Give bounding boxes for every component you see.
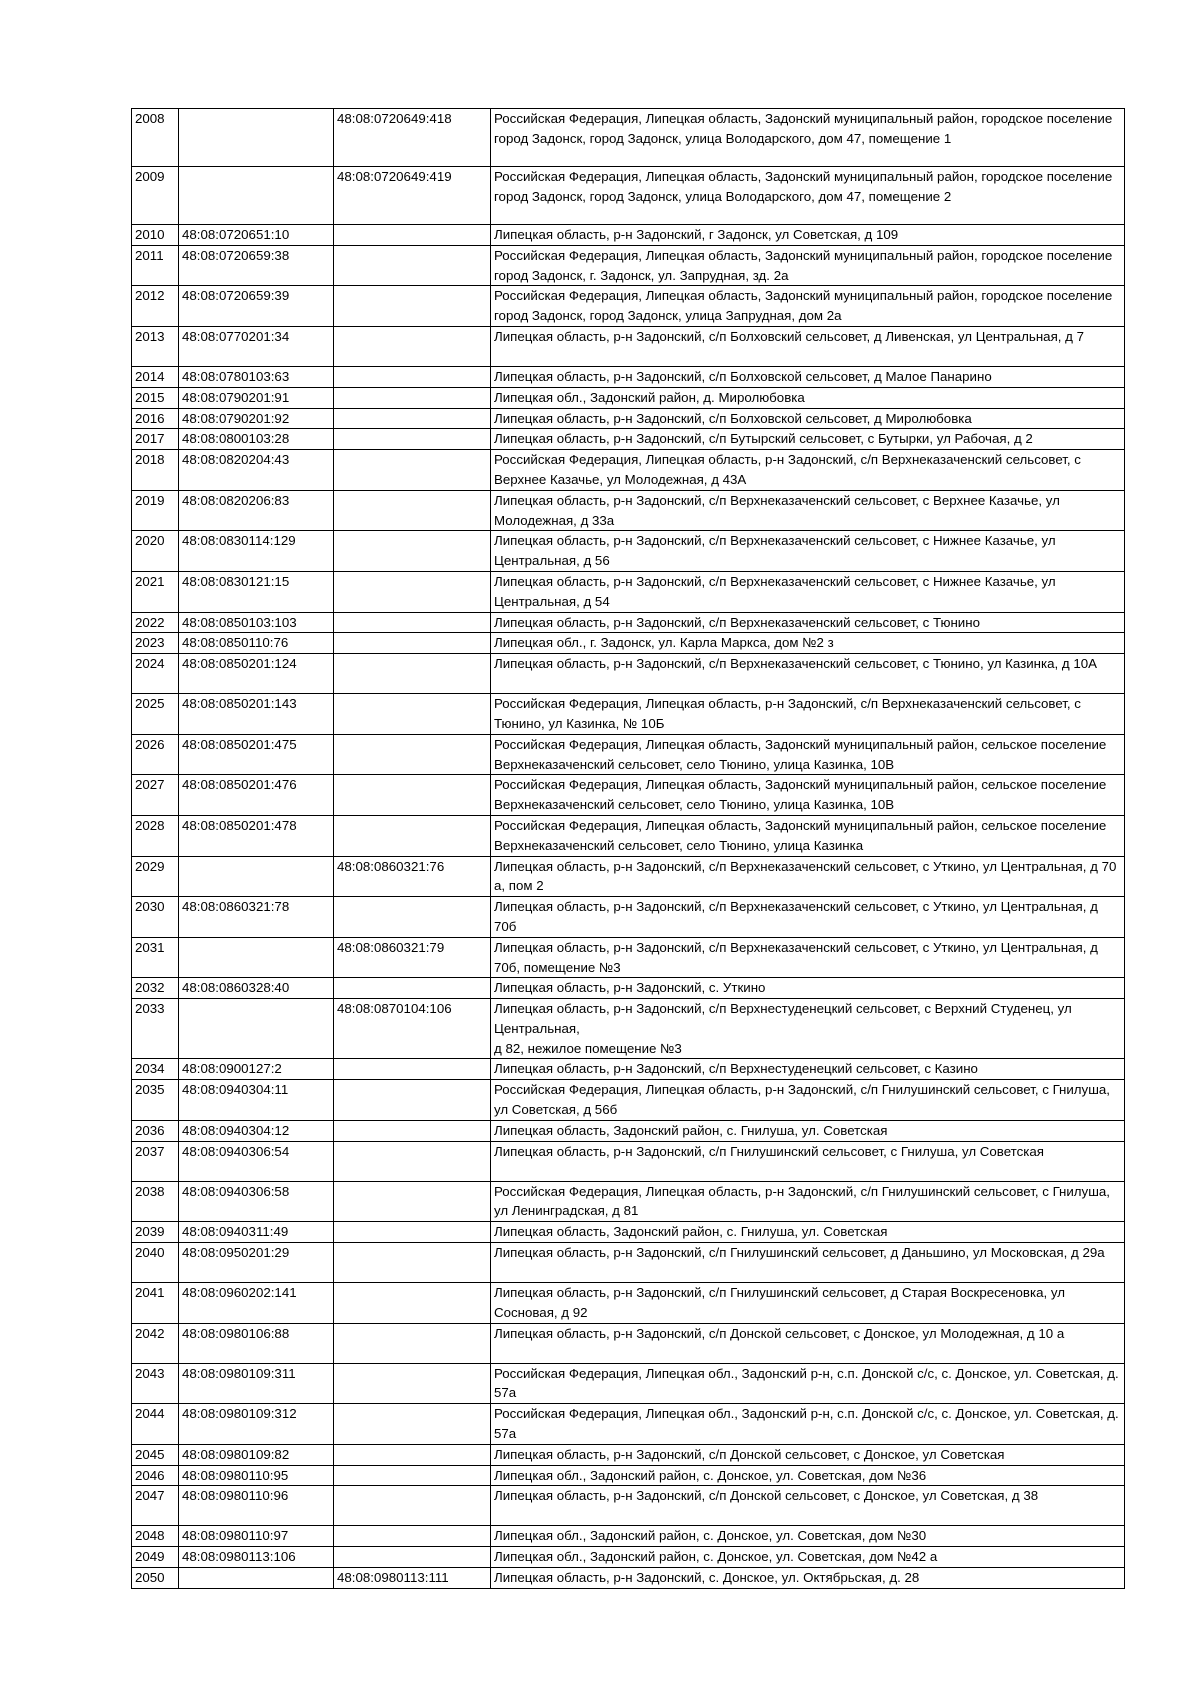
object-cadastral-number-cell [334, 326, 491, 366]
row-number-cell: 2044 [132, 1404, 179, 1445]
land-cadastral-number-cell: 48:08:0850103:103 [179, 612, 334, 633]
address-cell: Липецкая область, Задонский район, с. Гнилуша, ул. Советская [491, 1222, 1125, 1243]
address-cell: Липецкая область, р-н Задонский, с/п Верхнеказаченский сельсовет, с Верхнее Казачье, ул Молодежная, д 33а [491, 490, 1125, 531]
table-row [132, 897, 1125, 938]
registry-table-body [132, 109, 1125, 1589]
address-cell: Российская Федерация, Липецкая область, р-н Задонский, с/п Гнилушинский сельсовет, с Гнилуша, ул Советская, д 56б [491, 1080, 1125, 1121]
table-row [132, 734, 1125, 775]
table-row [132, 694, 1125, 735]
row-number-cell: 2020 [132, 531, 179, 572]
row-number-cell: 2018 [132, 450, 179, 491]
table-row [132, 1444, 1125, 1465]
land-cadastral-number-cell: 48:08:0850201:124 [179, 654, 334, 694]
address-cell: Липецкая область, р-н Задонский, с/п Верхнестуденецкий сельсовет, с Верхний Студенец, ул Центральная, д 82, нежилое помещение №3 [491, 999, 1125, 1059]
table-row [132, 1363, 1125, 1404]
table-row [132, 1568, 1125, 1589]
land-cadastral-number-cell: 48:08:0850110:76 [179, 633, 334, 654]
address-cell: Липецкая область, р-н Задонский, с/п Бутырский сельсовет, с Бутырки, ул Рабочая, д 2 [491, 429, 1125, 450]
table-row [132, 490, 1125, 531]
object-cadastral-number-cell [334, 1486, 491, 1526]
object-cadastral-number-cell [334, 1080, 491, 1121]
object-cadastral-number-cell [334, 450, 491, 491]
table-row [132, 775, 1125, 816]
row-number-cell: 2014 [132, 366, 179, 387]
table-row [132, 815, 1125, 856]
table-row [132, 366, 1125, 387]
table-row [132, 999, 1125, 1059]
object-cadastral-number-cell [334, 633, 491, 654]
address-cell: Липецкая область, р-н Задонский, с/п Болховский сельсовет, д Ливенская, ул Центральная, д 7 [491, 326, 1125, 366]
address-cell: Российская Федерация, Липецкая область, Задонский муниципальный район, городское поселение город Задонск, город Задонск, улица Володарского, дом 47, помещение 2 [491, 167, 1125, 225]
address-cell: Российская Федерация, Липецкая область, р-н Задонский, с/п Верхнеказаченский сельсовет, с Верхнее Казачье, ул Молодежная, д 43А [491, 450, 1125, 491]
row-number-cell: 2035 [132, 1080, 179, 1121]
address-cell: Липецкая область, р-н Задонский, с/п Гнилушинский сельсовет, д Даньшино, ул Московская, д 29а [491, 1243, 1125, 1283]
row-number-cell: 2023 [132, 633, 179, 654]
land-cadastral-number-cell: 48:08:0900127:2 [179, 1059, 334, 1080]
row-number-cell: 2050 [132, 1568, 179, 1589]
object-cadastral-number-cell [334, 1243, 491, 1283]
row-number-cell: 2015 [132, 387, 179, 408]
land-cadastral-number-cell: 48:08:0850201:143 [179, 694, 334, 735]
address-cell: Липецкая область, р-н Задонский, с/п Верхнеказаченский сельсовет, с Тюнино, ул Казинка, д 10А [491, 654, 1125, 694]
row-number-cell: 2013 [132, 326, 179, 366]
land-cadastral-number-cell: 48:08:0820206:83 [179, 490, 334, 531]
table-row [132, 1547, 1125, 1568]
object-cadastral-number-cell [334, 366, 491, 387]
land-cadastral-number-cell: 48:08:0940306:54 [179, 1141, 334, 1181]
address-cell: Липецкая область, р-н Задонский, с/п Верхнеказаченский сельсовет, с Нижнее Казачье, ул Центральная, д 54 [491, 571, 1125, 612]
land-cadastral-number-cell: 48:08:0720659:38 [179, 245, 334, 286]
address-cell: Липецкая обл., Задонский район, с. Донское, ул. Советская, дом №42 а [491, 1547, 1125, 1568]
address-cell: Липецкая область, р-н Задонский, с/п Болховской сельсовет, д Миролюбовка [491, 408, 1125, 429]
table-row [132, 856, 1125, 897]
address-cell: Липецкая область, р-н Задонский, с/п Верхнеказаченский сельсовет, с Уткино, ул Центральная, д 70б [491, 897, 1125, 938]
object-cadastral-number-cell [334, 694, 491, 735]
row-number-cell: 2034 [132, 1059, 179, 1080]
address-cell: Российская Федерация, Липецкая область, Задонский муниципальный район, городское поселение город Задонск, город Задонск, улица Володарского, дом 47, помещение 1 [491, 109, 1125, 167]
object-cadastral-number-cell: 48:08:0720649:418 [334, 109, 491, 167]
table-row [132, 109, 1125, 167]
address-cell: Липецкая область, Задонский район, с. Гнилуша, ул. Советская [491, 1120, 1125, 1141]
land-cadastral-number-cell: 48:08:0780103:63 [179, 366, 334, 387]
object-cadastral-number-cell [334, 571, 491, 612]
address-cell: Липецкая область, р-н Задонский, с/п Донской сельсовет, с Донское, ул Советская [491, 1444, 1125, 1465]
object-cadastral-number-cell [334, 1465, 491, 1486]
row-number-cell: 2048 [132, 1526, 179, 1547]
table-row [132, 531, 1125, 572]
table-row [132, 387, 1125, 408]
object-cadastral-number-cell [334, 1363, 491, 1404]
object-cadastral-number-cell [334, 815, 491, 856]
row-number-cell: 2039 [132, 1222, 179, 1243]
table-row [132, 633, 1125, 654]
address-cell: Российская Федерация, Липецкая область, Задонский муниципальный район, сельское поселение Верхнеказаченский сельсовет, село Тюнино, улица Казинка, 10В [491, 775, 1125, 816]
land-cadastral-number-cell: 48:08:0940304:11 [179, 1080, 334, 1121]
land-cadastral-number-cell: 48:08:0800103:28 [179, 429, 334, 450]
land-cadastral-number-cell [179, 167, 334, 225]
address-cell: Липецкая область, р-н Задонский, с/п Верхнеказаченский сельсовет, с Нижнее Казачье, ул Центральная, д 56 [491, 531, 1125, 572]
object-cadastral-number-cell [334, 1222, 491, 1243]
table-row [132, 937, 1125, 978]
address-cell: Липецкая обл., г. Задонск, ул. Карла Маркса, дом №2 з [491, 633, 1125, 654]
row-number-cell: 2025 [132, 694, 179, 735]
object-cadastral-number-cell: 48:08:0860321:79 [334, 937, 491, 978]
land-cadastral-number-cell: 48:08:0860321:78 [179, 897, 334, 938]
table-row [132, 571, 1125, 612]
table-row [132, 429, 1125, 450]
object-cadastral-number-cell [334, 1181, 491, 1222]
address-cell: Липецкая область, р-н Задонский, с. Уткино [491, 978, 1125, 999]
address-cell: Российская Федерация, Липецкая обл., Задонский р-н, с.п. Донской с/с, с. Донское, ул. Советская, д. 57а [491, 1363, 1125, 1404]
land-cadastral-number-cell: 48:08:0980113:106 [179, 1547, 334, 1568]
table-row [132, 1222, 1125, 1243]
table-row [132, 408, 1125, 429]
land-cadastral-number-cell: 48:08:0850201:475 [179, 734, 334, 775]
object-cadastral-number-cell [334, 612, 491, 633]
address-cell: Российская Федерация, Липецкая область, Задонский муниципальный район, сельское поселение Верхнеказаченский сельсовет, село Тюнино, улица Казинка, 10В [491, 734, 1125, 775]
land-cadastral-number-cell: 48:08:0850201:478 [179, 815, 334, 856]
row-number-cell: 2038 [132, 1181, 179, 1222]
address-cell: Российская Федерация, Липецкая область, Задонский муниципальный район, городское поселение город Задонск, город Задонск, улица Запрудная, дом 2а [491, 286, 1125, 327]
table-row [132, 612, 1125, 633]
row-number-cell: 2042 [132, 1323, 179, 1363]
row-number-cell: 2037 [132, 1141, 179, 1181]
property-registry-table [131, 108, 1125, 1589]
object-cadastral-number-cell [334, 1526, 491, 1547]
object-cadastral-number-cell [334, 978, 491, 999]
table-row [132, 1404, 1125, 1445]
address-cell: Липецкая область, р-н Задонский, с/п Болховской сельсовет, д Малое Панарино [491, 366, 1125, 387]
address-cell: Липецкая область, р-н Задонский, с/п Верхнеказаченский сельсовет, с Тюнино [491, 612, 1125, 633]
object-cadastral-number-cell [334, 1283, 491, 1324]
land-cadastral-number-cell [179, 1568, 334, 1589]
land-cadastral-number-cell: 48:08:0820204:43 [179, 450, 334, 491]
row-number-cell: 2040 [132, 1243, 179, 1283]
land-cadastral-number-cell: 48:08:0980110:96 [179, 1486, 334, 1526]
land-cadastral-number-cell: 48:08:0940306:58 [179, 1181, 334, 1222]
land-cadastral-number-cell [179, 999, 334, 1059]
table-row [132, 326, 1125, 366]
address-cell: Российская Федерация, Липецкая область, р-н Задонский, с/п Верхнеказаченский сельсовет, с Тюнино, ул Казинка, № 10Б [491, 694, 1125, 735]
address-cell: Российская Федерация, Липецкая область, Задонский муниципальный район, сельское поселение Верхнеказаченский сельсовет, село Тюнино, улица Казинка [491, 815, 1125, 856]
address-cell: Липецкая область, р-н Задонский, с/п Верхнеказаченский сельсовет, с Уткино, ул Центральная, д 70б, помещение №3 [491, 937, 1125, 978]
table-row [132, 1080, 1125, 1121]
row-number-cell: 2026 [132, 734, 179, 775]
land-cadastral-number-cell: 48:08:0790201:92 [179, 408, 334, 429]
row-number-cell: 2027 [132, 775, 179, 816]
land-cadastral-number-cell: 48:08:0720659:39 [179, 286, 334, 327]
address-cell: Липецкая область, р-н Задонский, с/п Донской сельсовет, с Донское, ул Молодежная, д 10 а [491, 1323, 1125, 1363]
table-row [132, 1243, 1125, 1283]
row-number-cell: 2008 [132, 109, 179, 167]
table-row [132, 1526, 1125, 1547]
table-row [132, 1283, 1125, 1324]
row-number-cell: 2032 [132, 978, 179, 999]
object-cadastral-number-cell: 48:08:0980113:111 [334, 1568, 491, 1589]
land-cadastral-number-cell: 48:08:0980106:88 [179, 1323, 334, 1363]
row-number-cell: 2030 [132, 897, 179, 938]
object-cadastral-number-cell [334, 387, 491, 408]
row-number-cell: 2016 [132, 408, 179, 429]
row-number-cell: 2024 [132, 654, 179, 694]
row-number-cell: 2029 [132, 856, 179, 897]
row-number-cell: 2009 [132, 167, 179, 225]
object-cadastral-number-cell [334, 490, 491, 531]
land-cadastral-number-cell: 48:08:0940304:12 [179, 1120, 334, 1141]
address-cell: Липецкая область, р-н Задонский, с/п Верхнеказаченский сельсовет, с Уткино, ул Центральная, д 70 а, пом 2 [491, 856, 1125, 897]
land-cadastral-number-cell [179, 937, 334, 978]
table-row [132, 1120, 1125, 1141]
land-cadastral-number-cell: 48:08:0980109:82 [179, 1444, 334, 1465]
land-cadastral-number-cell: 48:08:0980110:97 [179, 1526, 334, 1547]
row-number-cell: 2033 [132, 999, 179, 1059]
table-row [132, 978, 1125, 999]
object-cadastral-number-cell [334, 734, 491, 775]
object-cadastral-number-cell [334, 654, 491, 694]
land-cadastral-number-cell: 48:08:0940311:49 [179, 1222, 334, 1243]
table-row [132, 450, 1125, 491]
address-cell: Липецкая область, р-н Задонский, с. Донское, ул. Октябрьская, д. 28 [491, 1568, 1125, 1589]
table-row [132, 286, 1125, 327]
row-number-cell: 2017 [132, 429, 179, 450]
table-row [132, 1486, 1125, 1526]
table-row [132, 1059, 1125, 1080]
object-cadastral-number-cell [334, 245, 491, 286]
object-cadastral-number-cell [334, 1323, 491, 1363]
address-cell: Липецкая область, р-н Задонский, с/п Донской сельсовет, с Донское, ул Советская, д 38 [491, 1486, 1125, 1526]
address-cell: Российская Федерация, Липецкая область, р-н Задонский, с/п Гнилушинский сельсовет, с Гнилуша, ул Ленинградская, д 81 [491, 1181, 1125, 1222]
land-cadastral-number-cell [179, 856, 334, 897]
land-cadastral-number-cell: 48:08:0980109:311 [179, 1363, 334, 1404]
row-number-cell: 2019 [132, 490, 179, 531]
row-number-cell: 2041 [132, 1283, 179, 1324]
land-cadastral-number-cell: 48:08:0960202:141 [179, 1283, 334, 1324]
table-row [132, 654, 1125, 694]
object-cadastral-number-cell [334, 408, 491, 429]
row-number-cell: 2022 [132, 612, 179, 633]
table-row [132, 245, 1125, 286]
row-number-cell: 2036 [132, 1120, 179, 1141]
land-cadastral-number-cell [179, 109, 334, 167]
table-row [132, 1465, 1125, 1486]
land-cadastral-number-cell: 48:08:0850201:476 [179, 775, 334, 816]
object-cadastral-number-cell [334, 1404, 491, 1445]
address-cell: Российская Федерация, Липецкая область, Задонский муниципальный район, городское поселение город Задонск, г. Задонск, ул. Запрудная, зд. 2а [491, 245, 1125, 286]
object-cadastral-number-cell [334, 1547, 491, 1568]
row-number-cell: 2047 [132, 1486, 179, 1526]
object-cadastral-number-cell: 48:08:0870104:106 [334, 999, 491, 1059]
land-cadastral-number-cell: 48:08:0720651:10 [179, 225, 334, 246]
row-number-cell: 2012 [132, 286, 179, 327]
object-cadastral-number-cell: 48:08:0720649:419 [334, 167, 491, 225]
row-number-cell: 2031 [132, 937, 179, 978]
object-cadastral-number-cell [334, 1444, 491, 1465]
object-cadastral-number-cell [334, 225, 491, 246]
table-row [132, 1141, 1125, 1181]
row-number-cell: 2028 [132, 815, 179, 856]
address-cell: Липецкая обл., Задонский район, с. Донское, ул. Советская, дом №36 [491, 1465, 1125, 1486]
table-row [132, 225, 1125, 246]
address-cell: Липецкая обл., Задонский район, д. Миролюбовка [491, 387, 1125, 408]
address-cell: Российская Федерация, Липецкая обл., Задонский р-н, с.п. Донской с/с, с. Донское, ул. Советская, д. 57а [491, 1404, 1125, 1445]
row-number-cell: 2010 [132, 225, 179, 246]
table-row [132, 1323, 1125, 1363]
address-cell: Липецкая область, р-н Задонский, с/п Гнилушинский сельсовет, с Гнилуша, ул Советская [491, 1141, 1125, 1181]
land-cadastral-number-cell: 48:08:0790201:91 [179, 387, 334, 408]
land-cadastral-number-cell: 48:08:0830121:15 [179, 571, 334, 612]
object-cadastral-number-cell [334, 775, 491, 816]
address-cell: Липецкая область, р-н Задонский, с/п Гнилушинский сельсовет, д Старая Воскресеновка, ул Сосновая, д 92 [491, 1283, 1125, 1324]
row-number-cell: 2046 [132, 1465, 179, 1486]
row-number-cell: 2011 [132, 245, 179, 286]
object-cadastral-number-cell [334, 1059, 491, 1080]
land-cadastral-number-cell: 48:08:0860328:40 [179, 978, 334, 999]
object-cadastral-number-cell: 48:08:0860321:76 [334, 856, 491, 897]
land-cadastral-number-cell: 48:08:0980110:95 [179, 1465, 334, 1486]
address-cell: Липецкая область, р-н Задонский, с/п Верхнестуденецкий сельсовет, с Казино [491, 1059, 1125, 1080]
land-cadastral-number-cell: 48:08:0770201:34 [179, 326, 334, 366]
land-cadastral-number-cell: 48:08:0830114:129 [179, 531, 334, 572]
land-cadastral-number-cell: 48:08:0950201:29 [179, 1243, 334, 1283]
object-cadastral-number-cell [334, 897, 491, 938]
object-cadastral-number-cell [334, 286, 491, 327]
address-cell: Липецкая область, р-н Задонский, г Задонск, ул Советская, д 109 [491, 225, 1125, 246]
row-number-cell: 2045 [132, 1444, 179, 1465]
table-row [132, 1181, 1125, 1222]
row-number-cell: 2021 [132, 571, 179, 612]
object-cadastral-number-cell [334, 1120, 491, 1141]
row-number-cell: 2043 [132, 1363, 179, 1404]
land-cadastral-number-cell: 48:08:0980109:312 [179, 1404, 334, 1445]
row-number-cell: 2049 [132, 1547, 179, 1568]
object-cadastral-number-cell [334, 1141, 491, 1181]
object-cadastral-number-cell [334, 429, 491, 450]
table-row [132, 167, 1125, 225]
address-cell: Липецкая обл., Задонский район, с. Донское, ул. Советская, дом №30 [491, 1526, 1125, 1547]
object-cadastral-number-cell [334, 531, 491, 572]
